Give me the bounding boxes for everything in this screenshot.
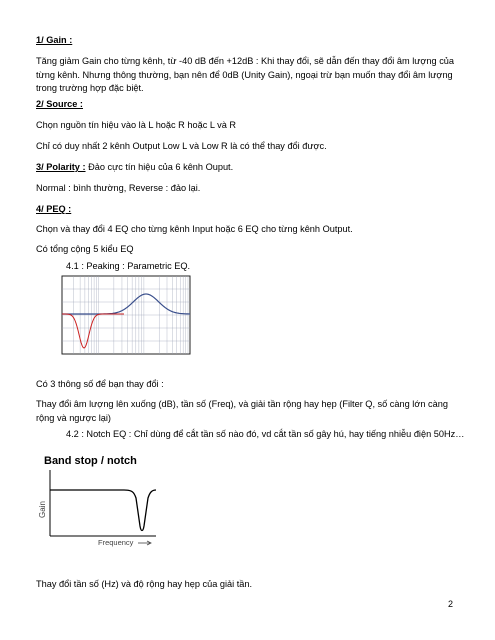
section-heading-source: 2/ Source : [36,99,83,109]
page-number: 2 [448,599,454,609]
section-heading-polarity: 3/ Polarity : [36,162,86,172]
peq-text-1: Chọn và thay đổi 4 EQ cho từng kênh Input hoặc 6 EQ cho từng kênh Output. [36,224,353,234]
notch-subheading: 4.2 : Notch EQ : Chỉ dùng để cắt tần số nào đó, vd cắt tần số gây hú, hay tiếng nhiễu điện 50Hz… [66,429,465,439]
polarity-line [36,161,233,175]
polarity-description: Đảo cực tín hiệu của 6 kênh Ouput. [85,162,234,172]
peq-text-4: Thay đổi âm lượng lên xuống (dB), tần số (Freq), và giải tần rộng hay hẹp (Filter Q, số càng lớn càng rộng và ngược lại) [36,399,448,423]
notch-curve [50,490,156,531]
parametric-eq-graph [54,272,194,360]
notch-title: Band stop / notch [44,455,137,467]
section-heading-gain: 1/ Gain : [36,35,73,45]
notch-y-label: Gain [38,501,47,518]
section-heading-peq: 4/ PEQ : [36,204,72,214]
gain-description: Tăng giảm Gain cho từng kênh, từ -40 dB đến +12dB : Khi thay đổi, sẽ dẫn đến thay đổi âm lượng của từng kênh. Nhưng thông thường, bạn nên để 0dB (Unity Gain), ngoại trừ bạn muốn thay đổi âm lượng trong trường hợp đặc biệt. [36,56,455,93]
polarity-modes: Normal : bình thường, Reverse : đảo lại. [36,183,201,193]
source-text-1: Chọn nguồn tín hiệu vào là L hoặc R hoặc L và R [36,120,237,130]
peq-text-2: Có tổng cộng 5 kiểu EQ [36,244,134,254]
source-text-2: Chỉ có duy nhất 2 kênh Output Low L và Low R là có thể thay đổi được. [36,141,327,151]
notch-filter-figure [36,448,166,548]
peq-text-3: Có 3 thông số để bạn thay đổi : [36,379,164,389]
peaking-subheading: 4.1 : Peaking : Parametric EQ. [66,261,191,271]
peq-text-5: Thay đổi tần số (Hz) và độ rộng hay hẹp của giải tần. [36,579,253,589]
notch-x-label: Frequency [98,538,134,547]
